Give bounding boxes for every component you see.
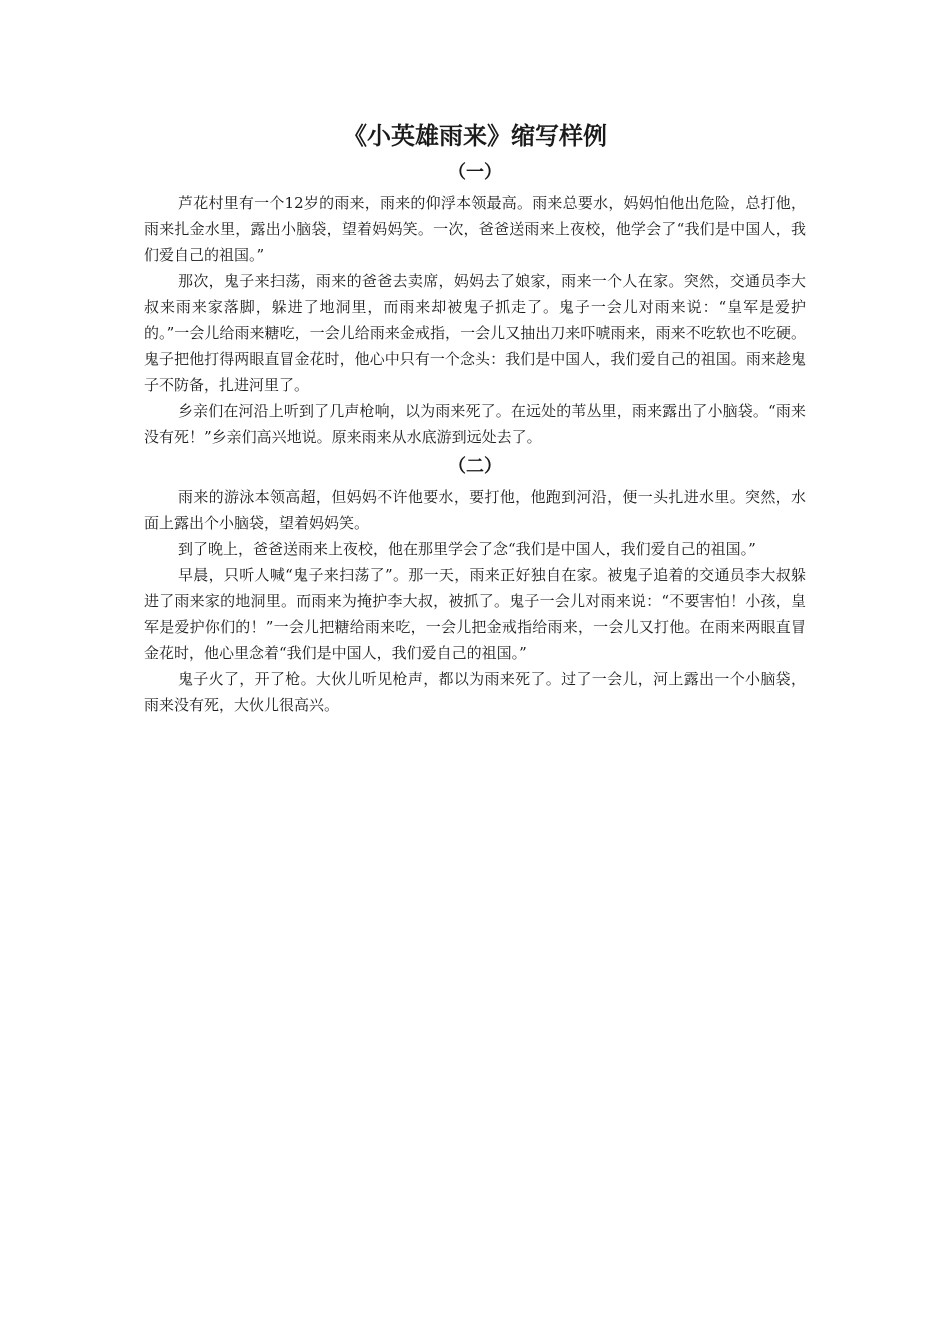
document-body bbox=[144, 118, 806, 718]
paragraph: 雨来的游泳本领高超，但妈妈不许他要水，要打他，他跑到河沿，便一头扎进水里。突然，水面上露出个小脑袋，望着妈妈笑。 bbox=[144, 488, 806, 532]
section-heading: （一） bbox=[448, 162, 502, 183]
paragraph: 鬼子火了，开了枪。大伙儿听见枪声，都以为雨来死了。过了一会儿，河上露出一个小脑袋，雨来没有死，大伙儿很高兴。 bbox=[144, 670, 806, 714]
paragraph: 到了晚上，爸爸送雨来上夜校，他在那里学会了念“我们是中国人，我们爱自己的祖国。” bbox=[178, 540, 756, 558]
paragraph: 早晨，只听人喊“鬼子来扫荡了”。那一天，雨来正好独自在家。被鬼子追着的交通员李大叔躲进了雨来家的地洞里。而雨来为掩护李大叔，被抓了。鬼子一会儿对雨来说：“不要害怕！小孩，皇军是爱护你们的！”一会儿把糖给雨来吃，一会儿把金戒指给雨来，一会儿又打他。在雨来两眼直冒金花时，他心里念着“我们是中国人，我们爱自己的祖国。” bbox=[144, 566, 806, 662]
section-two bbox=[144, 452, 806, 718]
paragraph: 芦花村里有一个12岁的雨来，雨来的仰浮本领最高。雨来总要水，妈妈怕他出危险，总打他，雨来扎金水里，露出小脑袋，望着妈妈笑。一次，爸爸送雨来上夜校，他学会了“我们是中国人，我们爱自己的祖国。” bbox=[144, 194, 806, 264]
section-one bbox=[144, 158, 806, 450]
paragraph: 乡亲们在河沿上听到了几声枪响，以为雨来死了。在远处的苇丛里，雨来露出了小脑袋。“雨来没有死！”乡亲们高兴地说。原来雨来从水底游到远处去了。 bbox=[144, 402, 806, 446]
section-heading: （二） bbox=[448, 456, 502, 477]
document-title: 《小英雄雨来》缩写样例 bbox=[343, 121, 607, 150]
paragraph: 那次，鬼子来扫荡，雨来的爸爸去卖席，妈妈去了娘家，雨来一个人在家。突然，交通员李大叔来雨来家落脚，躲进了地洞里，而雨来却被鬼子抓走了。鬼子一会儿对雨来说：“皇军是爱护的。”一会儿给雨来糖吃，一会儿给雨来金戒指，一会儿又抽出刀来吓唬雨来，雨来不吃软也不吃硬。鬼子把他打得两眼直冒金花时，他心中只有一个念头：我们是中国人，我们爱自己的祖国。雨来趁鬼子不防备，扎进河里了。 bbox=[144, 272, 806, 394]
